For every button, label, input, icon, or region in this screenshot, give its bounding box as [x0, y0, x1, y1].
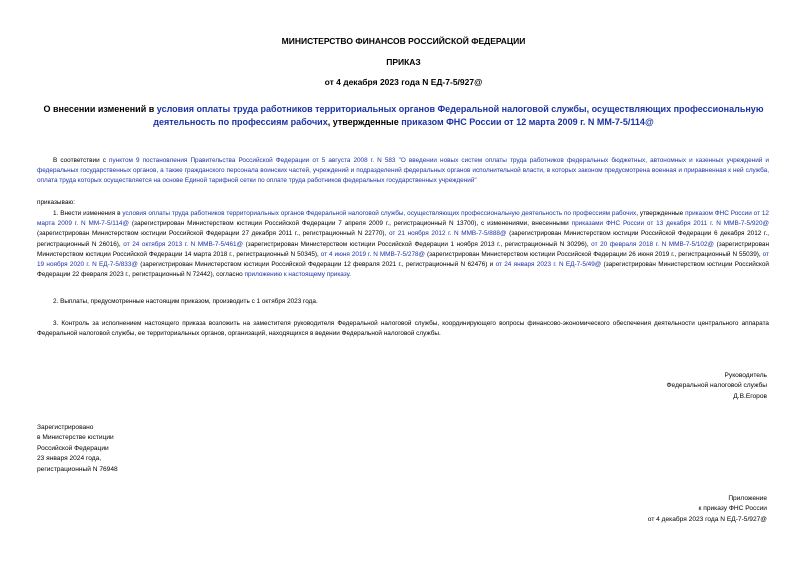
item1-text-1: 1. Внести изменения в: [53, 210, 123, 217]
item1-link-order-2023[interactable]: от 24 января 2023 г. N ЕД-7-5/49@: [495, 261, 602, 269]
item1-text-8: (зарегистрирован Министерством юстиции Российской Федерации 26 июня 2019 г., регистрационный N 55039),: [425, 250, 763, 258]
item1-link-order-2009[interactable]: приказом ФНС России от 12 марта 2009 г. N ММ-7-5/114@: [37, 210, 769, 228]
item1-text-2: , утвержденные: [636, 210, 686, 217]
item1-link-order-2019[interactable]: от 4 июня 2019 г. N ММВ-7-5/278@: [320, 250, 426, 258]
title-link-order[interactable]: приказом ФНС России от 12 марта 2009 г. N ММ-7-5/114@: [401, 117, 654, 127]
signature-organization: Федеральной налоговой службы: [666, 382, 767, 390]
signature-position: Руководитель: [724, 372, 767, 379]
page-title: [30, 103, 777, 129]
registration-line-1: Зарегистрировано: [37, 424, 94, 431]
appendix-block: [648, 494, 767, 525]
item-2-paragraph: [37, 297, 769, 307]
item3-text: 3. Контроль за исполнением настоящего приказа возложить на заместителя руководителя Федеральной налоговой службы, координирующего вопросы финансово-экономического обеспечения деятельности центрального аппарата Федеральной налоговой службы, ее территориальных органов, организаций, находящихся в ведении Федеральной налоговой службы.: [37, 320, 769, 338]
item1-link-order-2018[interactable]: от 20 февраля 2018 г. N ММВ-7-5/102@: [591, 240, 715, 248]
registration-block: [37, 423, 118, 475]
registration-line-2: в Министерстве юстиции: [37, 434, 114, 442]
item2-text: 2. Выплаты, предусмотренные настоящим приказом, производить с 1 октября 2023 года.: [53, 298, 318, 305]
registration-line-3: Российской Федерации: [37, 444, 109, 452]
item1-link-conditions[interactable]: условия оплаты труда работников территориальных органов Федеральной налоговой службы, осуществляющих профессиональную деятельность по профессиям рабочих: [122, 210, 637, 217]
appendix-line-2: к приказу ФНС России: [698, 505, 767, 513]
item1-link-order-2012[interactable]: от 21 ноября 2012 г. N ММВ-7-5/888@: [388, 230, 507, 238]
item1-link-order-2013[interactable]: от 24 октября 2013 г. N ММВ-7-5/461@: [123, 240, 244, 248]
item-3-paragraph: [37, 319, 769, 339]
item1-link-appendix[interactable]: приложению к настоящему приказу: [244, 271, 350, 279]
doc-date-heading: от 4 декабря 2023 года N ЕД-7-5/927@: [324, 77, 483, 87]
item1-text-7: (зарегистрирован Министерством юстиции Российской Федерации 14 марта 2018 г., регистрационный N 50345),: [37, 240, 769, 258]
item1-text-9: (зарегистрирован Министерством юстиции Российской Федерации 12 февраля 2021 г., регистрационный N 62476) и: [137, 261, 496, 269]
item-1-paragraph: [37, 209, 769, 280]
doc-type-heading: ПРИКАЗ: [386, 57, 421, 67]
signature-name: Д.В.Егоров: [733, 392, 767, 400]
item1-link-order-2011[interactable]: приказами ФНС России от 13 декабря 2011 г. N ММВ-7-5/920@: [571, 220, 769, 228]
registration-line-4: 23 января 2024 года,: [37, 455, 102, 463]
preamble-text-1: В соответствии с: [53, 157, 110, 164]
item1-text-3: (зарегистрирован Министерством юстиции Российской Федерации 7 апреля 2009 г., регистрационный N 13700), с изменениями, внесенными: [128, 220, 572, 228]
item1-link-order-2020[interactable]: от 19 ноября 2020 г. N ЕД-7-5/833@: [37, 250, 769, 269]
signature-block: [667, 371, 767, 402]
appendix-line-1: Приложение: [728, 495, 767, 502]
ministry-heading: МИНИСТЕРСТВО ФИНАНСОВ РОССИЙСКОЙ ФЕДЕРАЦИИ: [281, 36, 526, 46]
preamble-link-decree[interactable]: пунктом 9 постановления Правительства Российской Федерации от 5 августа 2008 г. N 583 "О введении новых систем оплаты труда работников федеральных бюджетных, автономных и казенных учреждений и федеральных государственных органов, а также гражданского персонала воинских частей, учреждений и подразделений федеральных органов исполнительной власти, в которых законом предусмотрена военная и приравненная к ней служба, оплата труда которых осуществляется на основе Единой тарифной сетки по оплате труда работников федеральных государственных учреждений": [37, 157, 769, 185]
registration-line-5: регистрационный N 76948: [37, 465, 118, 473]
preamble-paragraph: [37, 156, 769, 187]
order-word: приказываю:: [37, 199, 75, 206]
title-text-1: О внесении изменений в: [43, 104, 157, 114]
appendix-line-3: от 4 декабря 2023 года N ЕД-7-5/927@: [647, 515, 767, 523]
item1-text-5: (зарегистрирован Министерством юстиции Российской Федерации 6 декабря 2012 г., регистрационный N 26016),: [37, 230, 769, 248]
item1-text-6: (зарегистрирован Министерством юстиции Российской Федерации 1 ноября 2013 г., регистрационный N 30296),: [243, 240, 592, 248]
title-text-2: , утвержденные: [327, 117, 402, 127]
title-link-conditions[interactable]: условия оплаты труда работников территориальных органов Федеральной налоговой службы, осуществляющих профессиональную деятельность по профессиям рабочих: [153, 104, 764, 127]
item1-text-11: .: [349, 271, 351, 279]
item1-text-10: (зарегистрирован Министерством юстиции Российской Федерации 22 февраля 2023 г., регистрационный N 72442), согласно: [37, 261, 769, 279]
item1-text-4: (зарегистрирован Министерством юстиции Российской Федерации 27 декабря 2011 г., регистрационный N 22770),: [37, 230, 389, 238]
